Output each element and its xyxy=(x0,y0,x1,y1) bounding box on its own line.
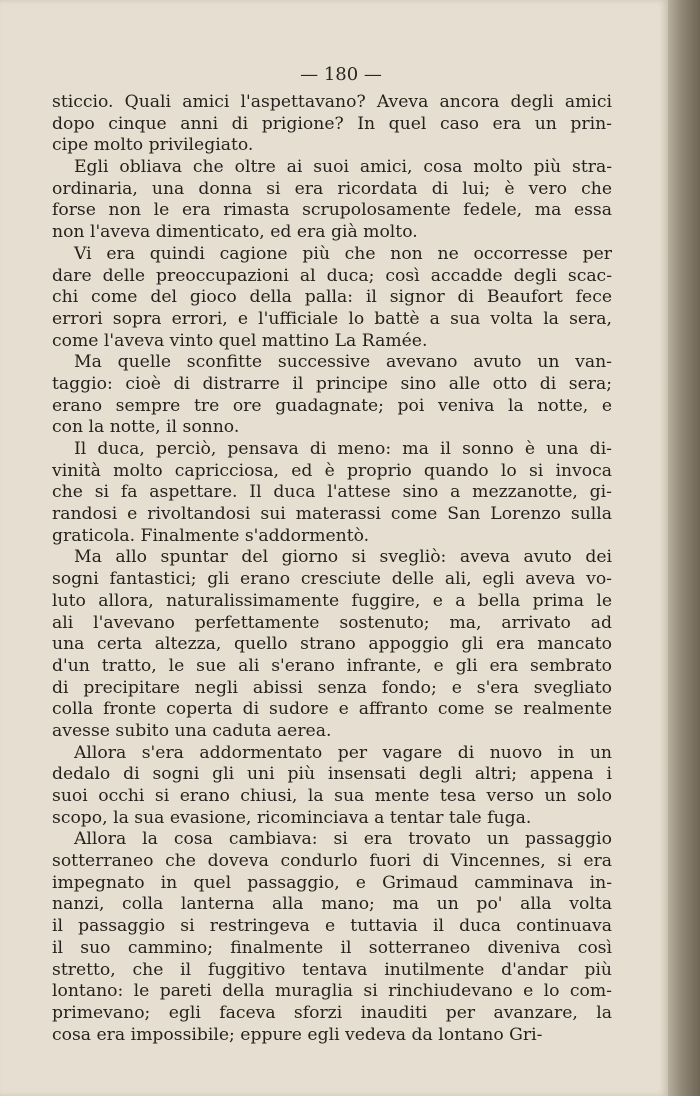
paragraph xyxy=(52,244,612,352)
text-line: dopo cinque anni di prigione? In quel caso era un prin- xyxy=(52,113,612,134)
text-line: luto allora, naturalissimamente fuggire, e a bella prima le xyxy=(52,590,612,611)
book-spine-edge xyxy=(668,0,700,1096)
text-line: forse non le era rimasta scrupolosamente fedele, ma essa xyxy=(52,200,612,221)
text-line: avesse subito una caduta aerea. xyxy=(52,720,332,741)
text-line: dedalo di sogni gli uni più insensati degli altri; appena i xyxy=(52,764,612,785)
paragraph xyxy=(52,547,612,742)
text-line: erano sempre tre ore guadagnate; poi veniva la notte, e xyxy=(52,395,612,416)
text-line: cosa era impossibile; eppure egli vedeva da lontano Gri- xyxy=(52,1024,543,1045)
text-line: nanzi, colla lanterna alla mano; ma un po' alla volta xyxy=(52,894,612,915)
text-line: una certa altezza, quello strano appoggio gli era mancato xyxy=(52,634,612,655)
text-line: lontano: le pareti della muraglia si rinchiudevano e lo com- xyxy=(52,981,612,1002)
paragraph xyxy=(52,743,612,830)
text-line: Vi era quindi cagione più che non ne occorresse per xyxy=(74,243,612,264)
text-line: graticola. Finalmente s'addormentò. xyxy=(52,525,370,546)
text-line: non l'aveva dimenticato, ed era già molto. xyxy=(52,222,418,243)
text-line: errori sopra errori, e l'ufficiale lo battè a sua volta la sera, xyxy=(52,308,612,329)
text-line: Allora s'era addormentato per vagare di nuovo in un xyxy=(74,742,612,763)
text-line: d'un tratto, le sue ali s'erano infrante, e gli era sembrato xyxy=(52,655,612,676)
text-line: sotterraneo che doveva condurlo fuori di Vincennes, si era xyxy=(52,851,612,872)
page-number: — 180 — xyxy=(300,64,382,85)
paragraph xyxy=(52,352,612,439)
text-line: scopo, la sua evasione, ricominciava a tentar tale fuga. xyxy=(52,807,532,828)
text-line: chi come del gioco della palla: il signor di Beaufort fece xyxy=(52,287,612,308)
paragraph xyxy=(52,92,612,157)
text-line: come l'aveva vinto quel mattino La Ramée. xyxy=(52,330,428,351)
text-line: dare delle preoccupazioni al duca; così accadde degli scac- xyxy=(52,265,612,286)
text-line: randosi e rivoltandosi sui materassi come San Lorenzo sulla xyxy=(52,504,612,525)
text-line: colla fronte coperta di sudore e affranto come se realmente xyxy=(52,699,612,720)
paragraph xyxy=(52,439,612,547)
text-line: ali l'avevano perfettamente sostenuto; ma, arrivato ad xyxy=(52,612,612,633)
text-line: che si fa aspettare. Il duca l'attese sino a mezzanotte, gi- xyxy=(52,482,612,503)
text-line: Ma quelle sconfitte successive avevano avuto un van- xyxy=(74,352,612,373)
text-line: sogni fantastici; gli erano cresciute delle ali, egli aveva vo- xyxy=(52,569,612,590)
paragraph xyxy=(52,829,612,1046)
text-line: sticcio. Quali amici l'aspettavano? Aveva ancora degli amici xyxy=(52,92,612,112)
text-line: cipe molto privilegiato. xyxy=(52,135,254,156)
text-line: Egli obliava che oltre ai suoi amici, cosa molto più stra- xyxy=(74,157,612,178)
text-line: di precipitare negli abissi senza fondo; e s'era svegliato xyxy=(52,677,612,698)
text-line: Allora la cosa cambiava: si era trovato un passaggio xyxy=(74,829,612,850)
text-line: ordinaria, una donna si era ricordata di lui; è vero che xyxy=(52,178,612,199)
body-text xyxy=(52,92,612,1046)
text-line: vinità molto capricciosa, ed è proprio quando lo si invoca xyxy=(52,460,612,481)
text-line: taggio: cioè di distrarre il principe sino alle otto di sera; xyxy=(52,373,612,394)
text-line: primevano; egli faceva sforzi inauditi per avanzare, la xyxy=(52,1002,612,1023)
text-line: Il duca, perciò, pensava di meno: ma il sonno è una di- xyxy=(74,439,612,459)
text-line: Ma allo spuntar del giorno si svegliò: aveva avuto dei xyxy=(74,547,612,568)
paragraph xyxy=(52,157,612,244)
text-line: stretto, che il fuggitivo tentava inutilmente d'andar più xyxy=(52,959,612,980)
text-line: il suo cammino; finalmente il sotterraneo diveniva così xyxy=(52,937,612,958)
text-line: impegnato in quel passaggio, e Grimaud camminava in- xyxy=(52,872,612,893)
text-line: il passaggio si restringeva e tuttavia il duca continuava xyxy=(52,916,612,937)
text-line: suoi occhi si erano chiusi, la sua mente tesa verso un solo xyxy=(52,786,612,806)
text-line: con la notte, il sonno. xyxy=(52,417,240,438)
